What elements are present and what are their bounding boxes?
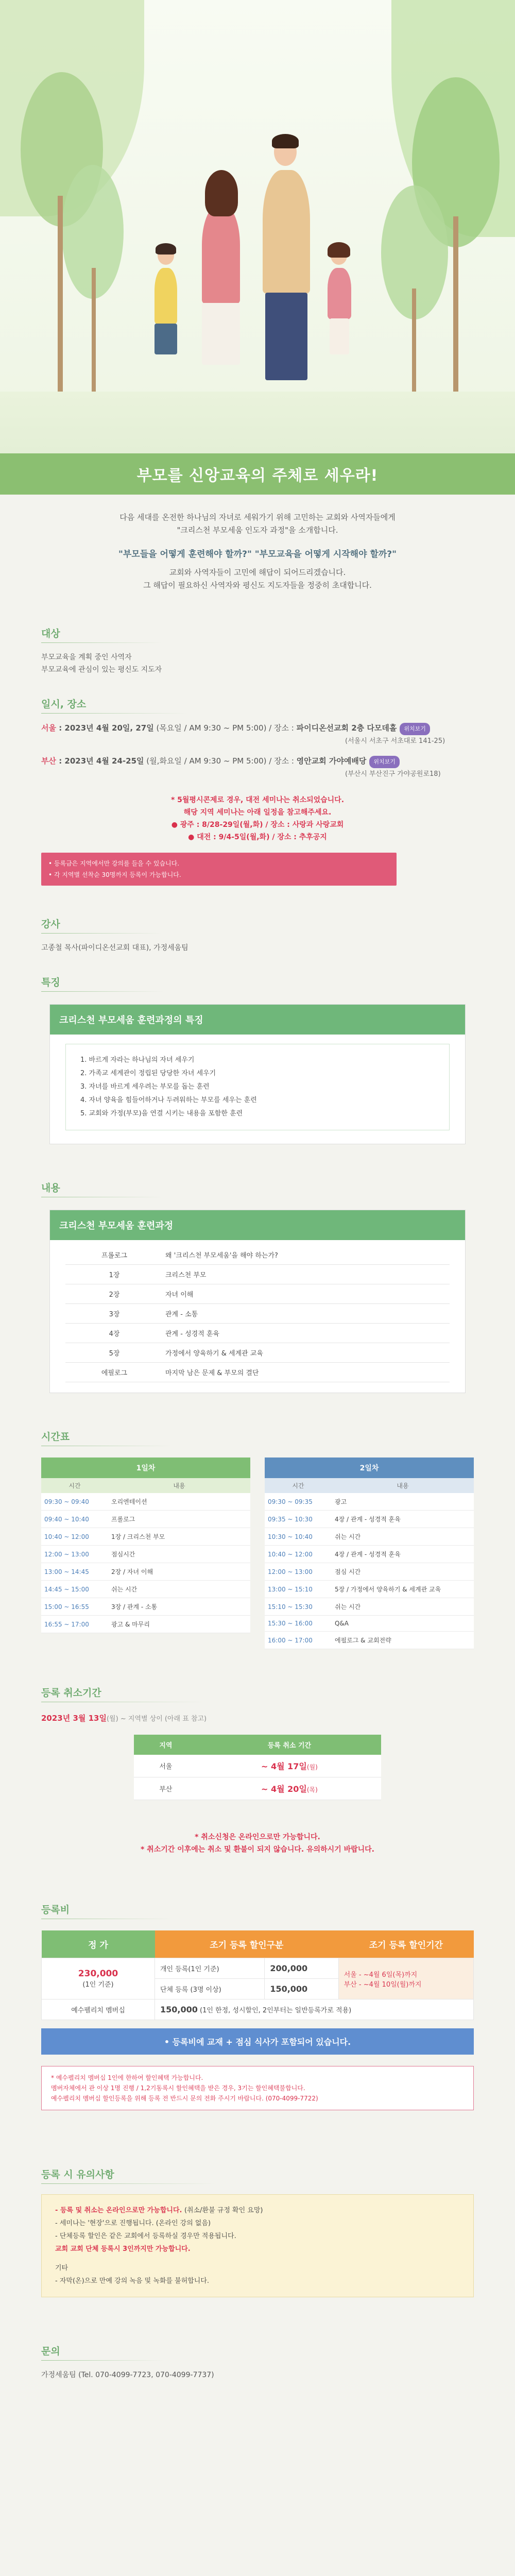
speaker-text: 고종철 목사(파이디온선교회 대표), 가정세움팀 [41,944,188,952]
target-item: 부모교육에 관심이 있는 평신도 지도자 [41,666,162,674]
section-cancel-period [41,1649,474,1856]
day2-header: 2일차 [265,1458,474,1478]
day2-table: 시간 내용 09:30 ~ 09:35 광고 09:35 ~ 10:30 4장 / 관계 - 성경적 훈육 10:30 ~ 10:40 쉬는 시간 10:40 ~ 12:00 4장 / 관계 - 성경적 훈육 12:00 ~ 13:00 점심 시간 13:00 ~ 15:10 5장 / 가정에서 양육하기 & 세계관 교육 15:10 ~ 15:30 쉬는 시간 15:30 ~ 16:00 Q&A 16:00 ~ 17:00 에필로그 & 교회전략 [265,1478,474,1649]
target-item: 부모교육을 계획 중인 사역자 [41,653,132,662]
section-target [41,602,474,676]
table-row: 단체 등록 (3명 이상) 150,000 [42,1979,474,1999]
caution-box: - 등록 및 취소는 온라인으로만 가능합니다. (취소/환불 규정 확인 요망) - 세미나는 '현장'으로 진행됩니다. (온라인 강의 없음) - 단체등록 할인은 같은 교회에서 등록하실 경우만 적용됩니다. 교회 교회 단체 등록시 3인까지만 가능합니다. 기타 - 자막(온)으로 만예 강의 녹음 및 녹화를 불허합니다. [41,2194,474,2297]
section-label: 시간표 [41,1429,70,1446]
membership-warning: * 예수펠리치 멤버십 1인에 한하여 할인혜택 가능합니다. 멤버자체에서 관 이상 1명 진행 / 1,2기동록시 할인혜택을 받은 경우, 3기는 할인혜택불합니다. 예수펠리치 멤버십 할인등록을 위해 등록 전 반드시 문의 전화 주시기 바랍니다. (070-4099-7722) [41,2066,474,2110]
section-fee [41,1856,474,2110]
cancel-notice: * 5월평시콘제로 경우, 대전 세미나는 취소되었습니다. 해당 지역 세미나는 아래 일정을 참고해주세요. ● 광주 : 8/28-29일(월,화) / 장소 : 사랑과 사랑교회 ● 대전 : 9/4-5일(월,화) / 장소 : 추후공지 [170,796,345,841]
table-row: 14:45 ~ 15:00 쉬는 시간 [41,1581,250,1598]
section-label: 특징 [41,975,60,992]
section-place [41,676,474,886]
table-row: 13:00 ~ 14:45 2장 / 자녀 이해 [41,1563,250,1581]
section-speaker [41,886,474,954]
table-row: 09:35 ~ 10:30 4장 / 관계 - 성경적 훈육 [265,1511,474,1528]
table-row: 프롤로그 왜 '크리스천 부모세움'을 해야 하는가? [65,1245,450,1265]
table-row: 5장 가정에서 양육하기 & 세계관 교육 [65,1343,450,1363]
registration-notice-bar: • 등록금은 지역에서만 강의를 들을 수 있습니다. • 각 지역별 선착순 30명까지 등록이 가능합니다. [41,853,397,886]
hero-title: 부모를 신앙교육의 주체로 세우라! [136,467,379,485]
table-row: 09:30 ~ 09:40 오리엔테이션 [41,1493,250,1511]
section-contact [41,2297,474,2381]
intro-line: 그 해답이 필요하신 사역자와 평신도 지도자들을 정중히 초대합니다. [143,581,372,590]
table-row: 서울 ~ 4월 17일(월) [134,1755,381,1777]
section-content [41,1144,474,1393]
table-row: 16:00 ~ 17:00 에필로그 & 교회전략 [265,1632,474,1649]
table-row: 3장 관계 - 소통 [65,1304,450,1324]
location-button[interactable]: 위치보기 [369,756,400,768]
feature-list: 1. 바르게 자라는 하나님의 자녀 세우기 2. 가족교 세계관이 정립된 당당한 자녀 세우기 3. 자녀를 바르게 세우려는 부모를 돕는 훈련 4. 자녀 양육을 힘들어하거나 두려워하는 부모를 세우는 훈련 5. 교회와 가정(부모)을 연결 시키는 내용을 포함한 훈련 [65,1044,450,1130]
cancel-policy-notice: * 취소신청은 온라인으로만 가능합니다. * 취소기간 이후에는 취소 및 환불이 되지 않습니다. 유의하시기 바랍니다. [140,1833,375,1854]
section-label: 문의 [41,2344,60,2361]
intro [0,495,515,602]
fee-table: 정 가 조기 등록 할인구분 조기 등록 할인기간 230,000 (1인 기준) 개인 등록(1인 기준) 200,000 서울 - ~4월 6일(목)까지 부산 - ~4월 10일(월)까지 단체 등록 (3명 이상) 150,000 예수펠리치 멤버십 150,000 (1인 한정, 성시할인, 2인부터는 일반등록가로 적용) [41,1930,474,2020]
hero-title-band [0,453,515,495]
section-label: 등록 취소기간 [41,1685,101,1702]
section-label: 등록비 [41,1902,70,1919]
section-label: 내용 [41,1180,60,1197]
table-row: 12:00 ~ 13:00 점심 시간 [265,1563,474,1581]
hero-illustration [0,0,515,453]
section-label: 일시, 장소 [41,697,86,714]
contact-text: 가정세움팀 (Tel. 070-4099-7723, 070-4099-7737) [41,2371,214,2379]
table-row: 4장 관계 - 성경적 훈육 [65,1324,450,1343]
registration-start: 2023년 3월 13일(월) ~ 지역별 상이 (아래 표 참고) [41,1714,207,1723]
section-schedule [41,1393,474,1649]
place-row-busan: 부산 : 2023년 4월 24-25일 (월,화요일 / AM 9:30 ~ PM 5:00) / 장소 : 영안교회 가야예배당 위치보기 (부산시 부산진구 가야공원로18) [41,756,441,778]
intro-line: 다음 세대를 온전한 하나님의 자녀로 세워가기 위해 고민하는 교회와 사역자들에게 [119,513,396,522]
table-row: 10:40 ~ 12:00 1장 / 크리스천 부모 [41,1528,250,1546]
table-row: 10:40 ~ 12:00 4장 / 관계 - 성경적 훈육 [265,1546,474,1563]
place-row-seoul: 서울 : 2023년 4월 20일, 27일 (목요일 / AM 9:30 ~ PM 5:00) / 장소 : 파이디온선교회 2층 다모데홀 위치보기 (서울시 서초구 서초대로 141-25) [41,723,445,745]
list-price: 230,000 [78,1969,118,1979]
intro-line: "크리스천 부모세움 인도자 과정"을 소개합니다. [177,526,338,535]
table-row: 230,000 (1인 기준) 개인 등록(1인 기준) 200,000 서울 - ~4월 6일(목)까지 부산 - ~4월 10일(월)까지 [42,1958,474,1979]
content-table [65,1245,450,1382]
intro-line: 교회와 사역자들이 고민에 해답이 되어드리겠습니다. [169,568,346,577]
table-row: 2장 자녀 이해 [65,1284,450,1304]
table-row: 09:40 ~ 10:40 프롤로그 [41,1511,250,1528]
table-row: 12:00 ~ 13:00 점심시간 [41,1546,250,1563]
section-label: 등록 시 유의사항 [41,2167,114,2184]
table-row: 15:00 ~ 16:55 3장 / 관계 - 소통 [41,1598,250,1616]
fee-inclusion-bar: • 등록비에 교재 + 점심 식사가 포함되어 있습니다. [41,2028,474,2055]
day1-header: 1일차 [41,1458,250,1478]
intro-quote: "부모들을 어떻게 훈련해야 할까?" "부모교육을 어떻게 시작해야 할까?" [118,549,397,560]
table-row: 13:00 ~ 15:10 5장 / 가정에서 양육하기 & 세계관 교육 [265,1581,474,1598]
day1-table: 시간 내용 09:30 ~ 09:40 오리엔테이션 09:40 ~ 10:40 프롤로그 10:40 ~ 12:00 1장 / 크리스천 부모 12:00 ~ 13:00 점심시간 13:00 ~ 14:45 2장 / 자녀 이해 14:45 ~ 15:00 쉬는 시간 15:00 ~ 16:55 3장 / 관계 - 소통 16:55 ~ 17:00 광고 & 마무리 [41,1478,250,1633]
cancel-table: 지역 등록 취소 기간 서울 ~ 4월 17일(월) 부산 ~ 4월 20일(목) [134,1735,381,1800]
section-label: 강사 [41,917,60,934]
schedule-tables [41,1458,474,1649]
table-row: 09:30 ~ 09:35 광고 [265,1493,474,1511]
table-row: 예수펠리치 멤버십 150,000 (1인 한정, 성시할인, 2인부터는 일반등록가로 적용) [42,1999,474,2020]
section-feature [41,954,474,1144]
section-label: 대상 [41,626,60,643]
table-row: 에필로그 마지막 남은 문제 & 부모의 결단 [65,1363,450,1382]
table-row: 10:30 ~ 10:40 쉬는 시간 [265,1528,474,1546]
location-button[interactable]: 위치보기 [400,723,430,735]
feature-box-title: 크리스천 부모세움 훈련과정의 특징 [50,1005,465,1035]
section-caution [41,2110,474,2297]
table-row: 1장 크리스천 부모 [65,1265,450,1284]
content-box-title: 크리스천 부모세움 훈련과정 [50,1210,465,1240]
table-row: 부산 ~ 4월 20일(목) [134,1777,381,1800]
table-row: 15:10 ~ 15:30 쉬는 시간 [265,1598,474,1616]
table-row: 15:30 ~ 16:00 Q&A [265,1616,474,1632]
table-row: 16:55 ~ 17:00 광고 & 마무리 [41,1616,250,1633]
